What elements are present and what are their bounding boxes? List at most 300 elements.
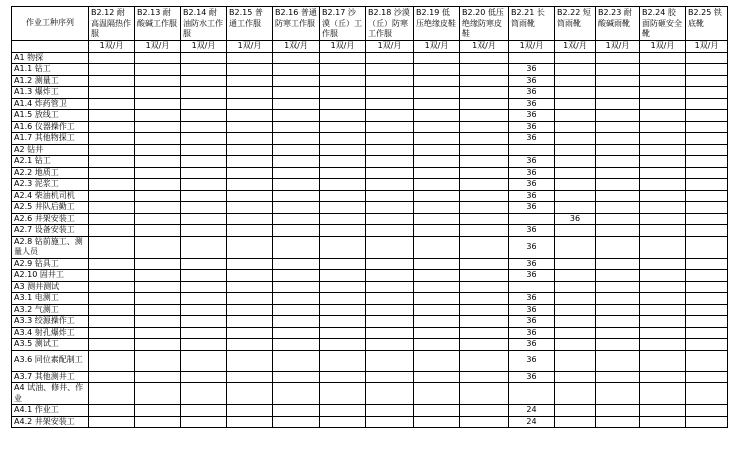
table-cell — [181, 213, 227, 225]
table-cell — [460, 64, 509, 76]
table-cell — [366, 121, 414, 133]
table-cell — [273, 87, 320, 99]
table-cell — [460, 52, 509, 64]
table-cell: 36 — [509, 225, 555, 237]
table-cell — [414, 383, 460, 405]
table-cell — [273, 75, 320, 87]
table-cell — [596, 87, 640, 99]
table-cell — [273, 416, 320, 428]
table-cell — [366, 225, 414, 237]
row-label: A1.2 测量工 — [12, 75, 89, 87]
table-cell — [555, 202, 596, 214]
table-cell — [227, 350, 273, 371]
table-cell — [640, 383, 686, 405]
table-cell — [640, 179, 686, 191]
table-cell — [686, 371, 728, 383]
table-cell — [460, 236, 509, 258]
row-label: A1.6 仪器操作工 — [12, 121, 89, 133]
table-cell — [135, 64, 181, 76]
table-cell — [509, 383, 555, 405]
table-cell — [555, 281, 596, 293]
table-cell — [366, 350, 414, 371]
table-cell — [181, 75, 227, 87]
table-cell — [273, 225, 320, 237]
column-header: B2.16 普通防寒工作服 — [273, 7, 320, 41]
table-cell — [273, 52, 320, 64]
table-cell — [596, 316, 640, 328]
table-cell — [181, 64, 227, 76]
table-row — [12, 281, 728, 293]
table-cell — [640, 202, 686, 214]
table-cell — [596, 339, 640, 351]
unit-row-label — [12, 40, 89, 52]
table-cell — [460, 179, 509, 191]
table-cell — [596, 405, 640, 417]
column-header: B2.18 沙漠（丘）防寒工作服 — [366, 7, 414, 41]
table-cell — [320, 405, 366, 417]
table-cell — [686, 98, 728, 110]
table-row — [12, 98, 728, 110]
table-cell — [414, 87, 460, 99]
table-cell: 36 — [509, 293, 555, 305]
table-cell — [135, 327, 181, 339]
table-cell — [596, 167, 640, 179]
table-cell — [227, 270, 273, 282]
table-cell — [227, 383, 273, 405]
table-cell — [366, 167, 414, 179]
table-cell — [181, 121, 227, 133]
table-cell — [555, 350, 596, 371]
row-label: A4.1 作业工 — [12, 405, 89, 417]
table-cell — [320, 144, 366, 156]
table-cell — [414, 190, 460, 202]
table-cell — [366, 383, 414, 405]
unit-cell: 1双/月 — [181, 40, 227, 52]
table-cell: 36 — [509, 87, 555, 99]
table-cell — [320, 52, 366, 64]
table-cell — [460, 121, 509, 133]
table-cell — [555, 293, 596, 305]
table-cell — [273, 156, 320, 168]
table-cell — [640, 167, 686, 179]
table-cell — [227, 64, 273, 76]
table-cell: 36 — [509, 179, 555, 191]
table-cell — [181, 87, 227, 99]
column-header: B2.14 耐油防水工作服 — [181, 7, 227, 41]
table-cell — [414, 75, 460, 87]
table-cell — [273, 405, 320, 417]
table-cell — [227, 121, 273, 133]
table-cell — [227, 190, 273, 202]
table-cell — [640, 144, 686, 156]
table-cell — [181, 304, 227, 316]
table-cell — [555, 110, 596, 122]
table-cell — [273, 144, 320, 156]
table-cell — [273, 371, 320, 383]
table-cell — [181, 98, 227, 110]
table-row — [12, 350, 728, 371]
table-cell — [414, 416, 460, 428]
table-cell — [460, 167, 509, 179]
table-cell — [135, 405, 181, 417]
table-cell — [366, 371, 414, 383]
table-cell — [320, 339, 366, 351]
table-cell — [686, 110, 728, 122]
table-cell — [89, 52, 135, 64]
table-cell — [181, 371, 227, 383]
table-cell — [273, 133, 320, 145]
table-cell: 36 — [509, 156, 555, 168]
table-cell — [273, 383, 320, 405]
table-cell — [89, 179, 135, 191]
table-cell — [686, 121, 728, 133]
table-cell — [135, 371, 181, 383]
table-cell — [89, 304, 135, 316]
table-cell — [181, 383, 227, 405]
table-cell — [89, 225, 135, 237]
table-cell — [686, 75, 728, 87]
table-cell: 36 — [509, 121, 555, 133]
table-cell — [596, 179, 640, 191]
table-cell — [135, 144, 181, 156]
table-cell — [686, 405, 728, 417]
table-cell — [273, 190, 320, 202]
table-cell — [640, 190, 686, 202]
row-label: A2.3 泥浆工 — [12, 179, 89, 191]
table-cell — [135, 293, 181, 305]
column-header: B2.21 长筒雨靴 — [509, 7, 555, 41]
table-cell — [686, 327, 728, 339]
table-cell — [227, 236, 273, 258]
unit-cell: 1双/月 — [273, 40, 320, 52]
table-cell — [686, 304, 728, 316]
table-cell — [320, 371, 366, 383]
table-cell — [686, 202, 728, 214]
table-cell: 36 — [555, 213, 596, 225]
table-cell: 24 — [509, 416, 555, 428]
unit-cell: 1双/月 — [89, 40, 135, 52]
table-cell — [227, 202, 273, 214]
unit-cell: 1双/月 — [366, 40, 414, 52]
table-cell — [227, 371, 273, 383]
table-cell — [640, 110, 686, 122]
table-cell — [686, 383, 728, 405]
row-label: A3.3 绞源操作工 — [12, 316, 89, 328]
table-cell — [135, 179, 181, 191]
table-cell — [640, 75, 686, 87]
column-header: B2.20 低压绝缘防寒皮鞋 — [460, 7, 509, 41]
table-cell — [640, 416, 686, 428]
table-cell — [320, 350, 366, 371]
table-cell — [135, 258, 181, 270]
table-cell — [555, 383, 596, 405]
unit-cell: 1双/月 — [135, 40, 181, 52]
table-cell — [640, 121, 686, 133]
row-label: A2.9 钻具工 — [12, 258, 89, 270]
table-cell — [366, 405, 414, 417]
table-cell — [181, 110, 227, 122]
column-header: B2.22 短筒雨靴 — [555, 7, 596, 41]
table-cell — [596, 64, 640, 76]
table-cell — [596, 98, 640, 110]
table-cell — [414, 121, 460, 133]
table-cell — [460, 270, 509, 282]
table-cell — [181, 270, 227, 282]
table-cell — [460, 98, 509, 110]
table-cell — [89, 236, 135, 258]
row-label: A4.2 井架安装工 — [12, 416, 89, 428]
table-header — [12, 7, 728, 53]
table-cell — [414, 167, 460, 179]
table-cell — [686, 339, 728, 351]
table-cell — [555, 87, 596, 99]
table-cell — [320, 416, 366, 428]
table-cell — [555, 316, 596, 328]
table-cell: 36 — [509, 190, 555, 202]
table-cell — [89, 121, 135, 133]
table-cell — [227, 316, 273, 328]
table-cell — [366, 87, 414, 99]
table-cell — [555, 371, 596, 383]
unit-cell: 1双/月 — [320, 40, 366, 52]
table-row — [12, 258, 728, 270]
table-cell — [366, 293, 414, 305]
table-cell — [320, 270, 366, 282]
table-cell — [135, 190, 181, 202]
row-label: A3.5 测试工 — [12, 339, 89, 351]
table-cell — [320, 258, 366, 270]
table-cell — [181, 144, 227, 156]
table-cell — [89, 281, 135, 293]
table-cell: 36 — [509, 236, 555, 258]
table-cell — [596, 327, 640, 339]
table-cell — [181, 202, 227, 214]
table-row — [12, 167, 728, 179]
table-cell — [89, 190, 135, 202]
table-cell — [320, 75, 366, 87]
table-cell — [555, 225, 596, 237]
table-cell — [414, 179, 460, 191]
table-row — [12, 236, 728, 258]
table-cell — [320, 327, 366, 339]
unit-cell: 1双/月 — [640, 40, 686, 52]
table-cell — [460, 339, 509, 351]
table-cell — [181, 316, 227, 328]
column-header: B2.19 低压绝缘皮鞋 — [414, 7, 460, 41]
table-cell — [135, 167, 181, 179]
table-cell — [366, 316, 414, 328]
table-cell — [320, 98, 366, 110]
row-label: A1.4 炸药管卫 — [12, 98, 89, 110]
table-cell — [89, 371, 135, 383]
table-cell — [227, 281, 273, 293]
table-cell — [135, 121, 181, 133]
table-cell — [555, 405, 596, 417]
table-cell — [555, 144, 596, 156]
table-cell — [460, 202, 509, 214]
row-label: A2 钻井 — [12, 144, 89, 156]
table-row — [12, 110, 728, 122]
table-cell — [135, 350, 181, 371]
table-cell — [555, 416, 596, 428]
table-cell — [460, 281, 509, 293]
table-cell — [89, 133, 135, 145]
table-row — [12, 156, 728, 168]
table-cell — [181, 281, 227, 293]
table-cell — [366, 339, 414, 351]
table-cell: 36 — [509, 339, 555, 351]
row-label: A2.7 设备安装工 — [12, 225, 89, 237]
table-cell: 36 — [509, 258, 555, 270]
table-cell — [686, 87, 728, 99]
table-cell — [640, 133, 686, 145]
table-cell — [320, 133, 366, 145]
table-cell — [227, 258, 273, 270]
unit-cell: 1双/月 — [460, 40, 509, 52]
table-cell — [414, 258, 460, 270]
table-cell — [640, 258, 686, 270]
table-cell — [640, 281, 686, 293]
table-cell — [89, 98, 135, 110]
table-cell — [460, 416, 509, 428]
table-cell — [273, 327, 320, 339]
table-cell — [686, 52, 728, 64]
table-cell — [414, 405, 460, 417]
table-cell — [414, 293, 460, 305]
table-cell — [686, 258, 728, 270]
unit-cell: 1双/月 — [555, 40, 596, 52]
table-cell — [135, 281, 181, 293]
table-cell — [320, 225, 366, 237]
table-cell — [414, 350, 460, 371]
table-cell — [555, 52, 596, 64]
table-cell — [414, 371, 460, 383]
table-cell — [596, 293, 640, 305]
table-cell — [414, 110, 460, 122]
table-cell — [460, 316, 509, 328]
table-cell — [414, 316, 460, 328]
table-cell — [273, 258, 320, 270]
table-cell — [460, 405, 509, 417]
table-cell — [320, 64, 366, 76]
table-cell — [320, 383, 366, 405]
table-cell — [555, 304, 596, 316]
table-cell — [686, 293, 728, 305]
table-cell — [414, 339, 460, 351]
table-cell — [89, 156, 135, 168]
table-cell — [414, 270, 460, 282]
table-cell: 36 — [509, 316, 555, 328]
table-cell — [181, 156, 227, 168]
table-row — [12, 270, 728, 282]
table-cell — [273, 339, 320, 351]
table-cell — [227, 416, 273, 428]
table-cell — [596, 213, 640, 225]
table-cell — [460, 327, 509, 339]
table-cell — [273, 179, 320, 191]
table-cell — [414, 64, 460, 76]
table-cell — [414, 144, 460, 156]
table-cell — [555, 121, 596, 133]
table-row — [12, 121, 728, 133]
table-cell — [686, 133, 728, 145]
table-cell — [640, 339, 686, 351]
table-cell — [135, 316, 181, 328]
table-cell — [181, 133, 227, 145]
table-cell — [227, 339, 273, 351]
table-cell — [89, 75, 135, 87]
table-cell — [686, 179, 728, 191]
table-cell — [366, 213, 414, 225]
table-cell — [460, 258, 509, 270]
table-cell — [89, 258, 135, 270]
row-label: A3.7 其他测井工 — [12, 371, 89, 383]
table-cell — [366, 416, 414, 428]
column-header: B2.24 胶面防砸安全靴 — [640, 7, 686, 41]
table-cell — [555, 327, 596, 339]
table-cell — [414, 225, 460, 237]
table-cell — [366, 281, 414, 293]
table-cell — [227, 213, 273, 225]
table-cell — [89, 202, 135, 214]
table-cell — [227, 133, 273, 145]
row-label: A2.10 固井工 — [12, 270, 89, 282]
table-cell — [89, 293, 135, 305]
table-cell — [414, 98, 460, 110]
table-cell — [414, 133, 460, 145]
table-cell — [89, 316, 135, 328]
table-cell — [181, 350, 227, 371]
table-cell — [320, 179, 366, 191]
table-cell — [366, 327, 414, 339]
table-cell — [320, 110, 366, 122]
table-row — [12, 304, 728, 316]
table-cell — [227, 167, 273, 179]
table-cell — [460, 383, 509, 405]
table-cell — [414, 304, 460, 316]
table-cell — [596, 52, 640, 64]
unit-cell: 1双/月 — [227, 40, 273, 52]
table-cell — [89, 87, 135, 99]
table-cell — [596, 121, 640, 133]
row-label: A2.2 地质工 — [12, 167, 89, 179]
table-row — [12, 371, 728, 383]
table-cell — [596, 144, 640, 156]
column-header: B2.12 耐高温隔热作服 — [89, 7, 135, 41]
table-row — [12, 87, 728, 99]
table-cell — [509, 52, 555, 64]
table-cell — [366, 179, 414, 191]
table-cell — [181, 339, 227, 351]
table-cell — [227, 179, 273, 191]
table-cell — [135, 133, 181, 145]
table-cell — [686, 144, 728, 156]
table-cell — [596, 270, 640, 282]
table-cell — [460, 304, 509, 316]
table-cell — [509, 281, 555, 293]
table-cell — [555, 270, 596, 282]
table-cell — [366, 64, 414, 76]
table-cell — [366, 258, 414, 270]
table-cell — [273, 236, 320, 258]
table-cell — [227, 225, 273, 237]
table-cell — [320, 316, 366, 328]
table-row — [12, 213, 728, 225]
table-cell: 36 — [509, 202, 555, 214]
corner-header: 作业工种序列 — [12, 7, 89, 41]
table-cell — [273, 167, 320, 179]
table-cell — [320, 156, 366, 168]
